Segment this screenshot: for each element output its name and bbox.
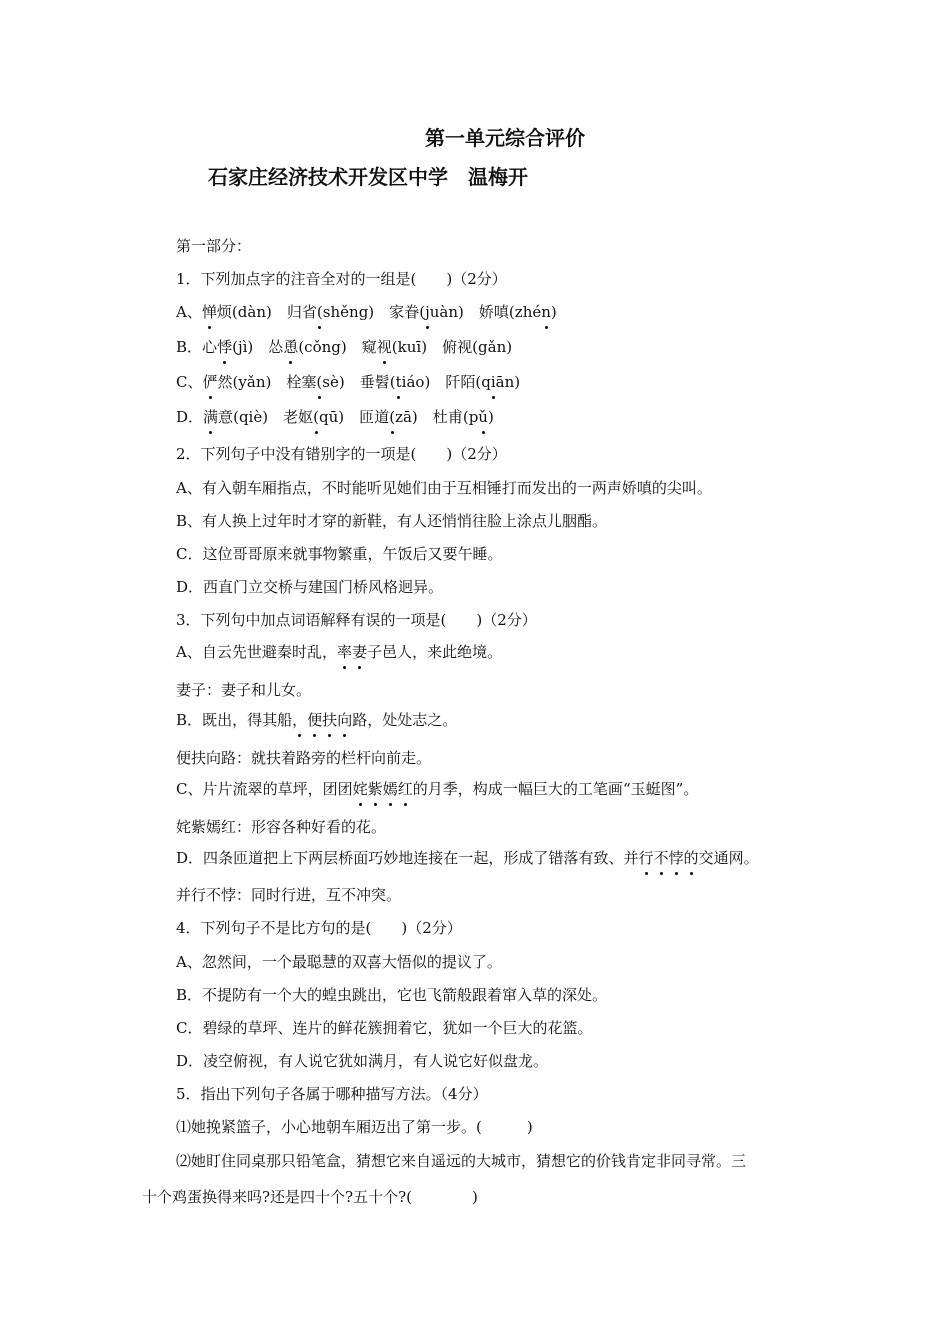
- text-line: A、忽然间，一个最聪慧的双喜大悟似的提议了。: [176, 953, 502, 971]
- emphasis-char: 俨: [202, 373, 218, 391]
- emphasis-char: 不: [653, 849, 669, 867]
- text-line: B．不提防有一个大的蝗虫跳出，它也飞箭般跟着窜入草的深处。: [176, 986, 608, 1004]
- emphasis-char: 悖: [668, 849, 684, 867]
- text-line: D．满意(qiè) 老妪(qū) 匝道(zā) 杜甫(pǔ): [176, 408, 494, 426]
- emphasis-char: 满: [203, 408, 219, 426]
- text-line: ⑴她挽紧篮子，小心地朝车厢迈出了第一步。( ): [176, 1118, 533, 1136]
- text-line: A、有入朝车厢指点，不时能听见她们由于互相锤打而发出的一两声娇嗔的尖叫。: [176, 479, 712, 497]
- text-line: C．碧绿的草坪、连片的鲜花簇拥着它，犹如一个巨大的花篮。: [176, 1019, 593, 1037]
- text-line: B．心悸(jì) 怂恿(cǒng) 窥视(kuī) 俯视(gǎn): [176, 338, 513, 356]
- text-line: 便扶向路：就扶着路旁的栏杆向前走。: [176, 749, 432, 767]
- emphasis-char: i: [490, 373, 496, 391]
- emphasis-char: j: [425, 303, 430, 321]
- text-line: D．凌空俯视，有人说它犹如满月，有人说它好似盘龙。: [176, 1052, 549, 1070]
- emphasis-char: 视: [376, 338, 392, 356]
- emphasis-char: (: [313, 408, 320, 426]
- emphasis-char: 姹: [352, 780, 368, 798]
- text-line: B．既出，得其船，便扶向路，处处志之。: [176, 711, 458, 729]
- emphasis-char: 率: [337, 643, 353, 661]
- text-line: D．四条匝道把上下两层桥面巧妙地连接在一起，形成了错落有致、并行不悖的交通网。: [176, 849, 759, 867]
- text-line: 妻子：妻子和儿女。: [176, 681, 312, 699]
- text-line: 并行不悖：同时行进，互不冲突。: [176, 886, 402, 904]
- document-title: 第一单元综合评价: [425, 126, 585, 150]
- text-line: 5．指出下列句子各属于哪种描写方法。（4分）: [176, 1085, 488, 1103]
- emphasis-char: 恿: [283, 338, 299, 356]
- emphasis-char: 红: [397, 780, 413, 798]
- emphasis-char: (: [316, 303, 323, 321]
- text-line: ⑵她盯住同桌那只铅笔盒，猜想它来自遥远的大城市，猜想它的价钱肯定非同寻常。三: [176, 1152, 747, 1170]
- emphasis-char: ǔ: [478, 408, 488, 426]
- text-line: C、片片流翠的草坪，团团姹紫嫣红的月季，构成一幅巨大的工笔画“玉蜓图”。: [176, 780, 699, 798]
- emphasis-char: 悸: [217, 338, 233, 356]
- emphasis-char: (: [316, 373, 323, 391]
- emphasis-char: 向: [337, 711, 353, 729]
- text-line: 1．下列加点字的注音全对的一组是( )（2分）: [176, 270, 507, 288]
- text-line: 十个鸡蛋换得来吗?还是四十个?五十个?( ): [142, 1188, 478, 1206]
- text-line: 2．下列句子中没有错别字的一项是( )（2分）: [176, 445, 507, 463]
- text-line: C、俨然(yǎn) 栓塞(sè) 垂髫(tiáo) 阡陌(qiān): [176, 373, 521, 391]
- emphasis-char: 紫: [367, 780, 383, 798]
- emphasis-char: 妻: [352, 643, 368, 661]
- emphasis-char: 的: [683, 849, 699, 867]
- text-line: 4．下列句子不是比方句的是( )（2分）: [176, 919, 462, 937]
- text-line: 姹紫嫣红：形容各种好看的花。: [176, 818, 387, 836]
- text-line: B、有人换上过年时才穿的新鞋，有人还悄悄往脸上涂点儿胭酯。: [176, 512, 608, 530]
- emphasis-char: n: [541, 303, 551, 321]
- emphasis-char: 惮: [201, 303, 217, 321]
- emphasis-char: (: [389, 408, 396, 426]
- text-line: C．这位哥哥原来就事物繁重，午饭后又要午睡。: [176, 545, 503, 563]
- text-line: 3．下列句中加点词语解释有误的一项是( )（2分）: [176, 611, 537, 629]
- text-line: 第一部分：: [176, 237, 252, 255]
- emphasis-char: 便: [307, 711, 323, 729]
- text-line: A、惮烦(dàn) 归省(shěng) 家眷(juàn) 娇嗔(zhén): [176, 303, 557, 321]
- emphasis-char: 行: [638, 849, 654, 867]
- text-line: A、自云先世避秦时乱，率妻子邑人，来此绝境。: [176, 643, 503, 661]
- document-subtitle: 石家庄经济技术开发区中学 温梅开: [208, 165, 528, 189]
- text-line: D．西直门立交桥与建国门桥风格迥异。: [176, 578, 444, 596]
- emphasis-char: 扶: [322, 711, 338, 729]
- emphasis-char: ，: [292, 711, 308, 729]
- emphasis-char: t: [395, 373, 402, 391]
- emphasis-char: 嫣: [382, 780, 398, 798]
